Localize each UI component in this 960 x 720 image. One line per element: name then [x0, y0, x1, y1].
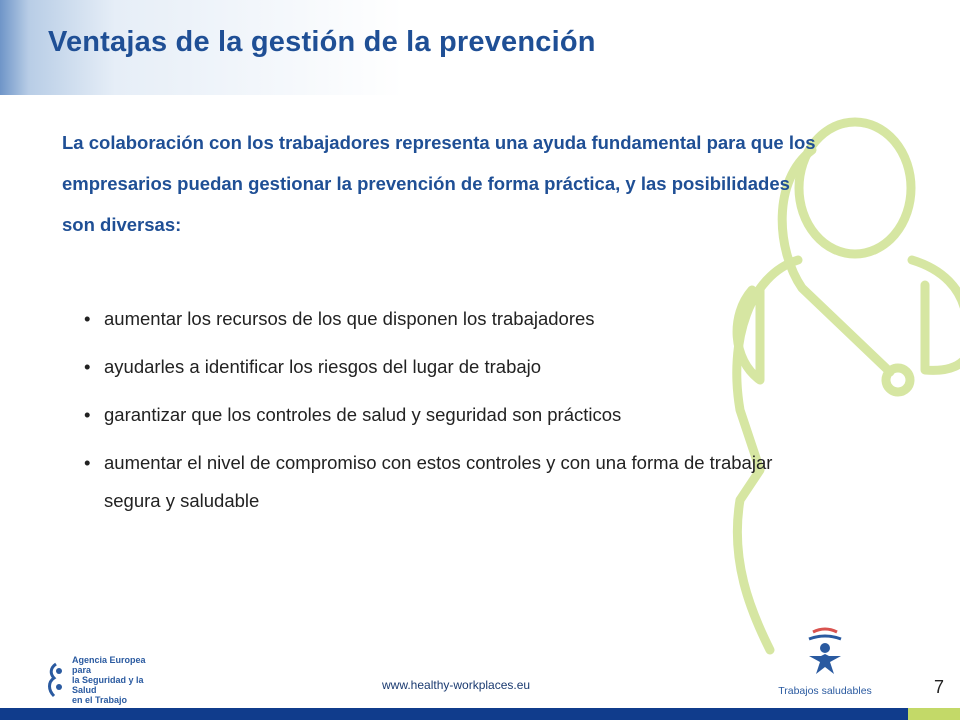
agency-logo — [44, 655, 162, 705]
agency-name-line: en el Trabajo — [72, 695, 128, 705]
campaign-figure-icon — [799, 626, 851, 678]
footer-accent-bar — [908, 708, 960, 720]
bullet-text: aumentar los recursos de los que disponen los trabajadores — [104, 308, 595, 329]
bullet-item — [82, 444, 802, 520]
bullet-dot: • — [84, 308, 91, 329]
bullet-item — [82, 348, 802, 386]
agency-emblem-icon — [44, 662, 66, 698]
campaign-logo-text: Trabajos saludables — [778, 685, 872, 697]
intro-paragraph: La colaboración con los trabajadores representa una ayuda fundamental para que los empresarios puedan gestionar la prevención de forma práctica, y las posibilidades son diversas: — [62, 132, 816, 235]
bullet-dot: • — [84, 452, 91, 473]
footer-bar — [0, 708, 960, 720]
bullet-text: ayudarles a identificar los riesgos del lugar de trabajo — [104, 356, 542, 377]
bullet-list — [82, 300, 802, 530]
slide-title: Ventajas de la gestión de la prevención — [48, 26, 596, 58]
agency-name-line: Agencia Europea para — [72, 655, 146, 675]
agency-name-line: la Seguridad y la Salud — [72, 675, 144, 695]
bullet-text: aumentar el nivel de compromiso con estos controles y con una forma de trabajar segura y saludable — [104, 452, 773, 511]
agency-name — [72, 655, 162, 705]
bullet-item — [82, 300, 802, 338]
footer-url: www.healthy-workplaces.eu — [382, 678, 531, 692]
bullet-item — [82, 396, 802, 434]
doctor-shoulder-outline — [925, 285, 960, 370]
page-number: 7 — [934, 677, 945, 697]
bullet-dot: • — [84, 356, 91, 377]
bullet-text: garantizar que los controles de salud y seguridad son prácticos — [104, 404, 622, 425]
stethoscope-end-outline — [886, 368, 910, 392]
bullet-dot: • — [84, 404, 91, 425]
campaign-logo — [770, 626, 880, 697]
